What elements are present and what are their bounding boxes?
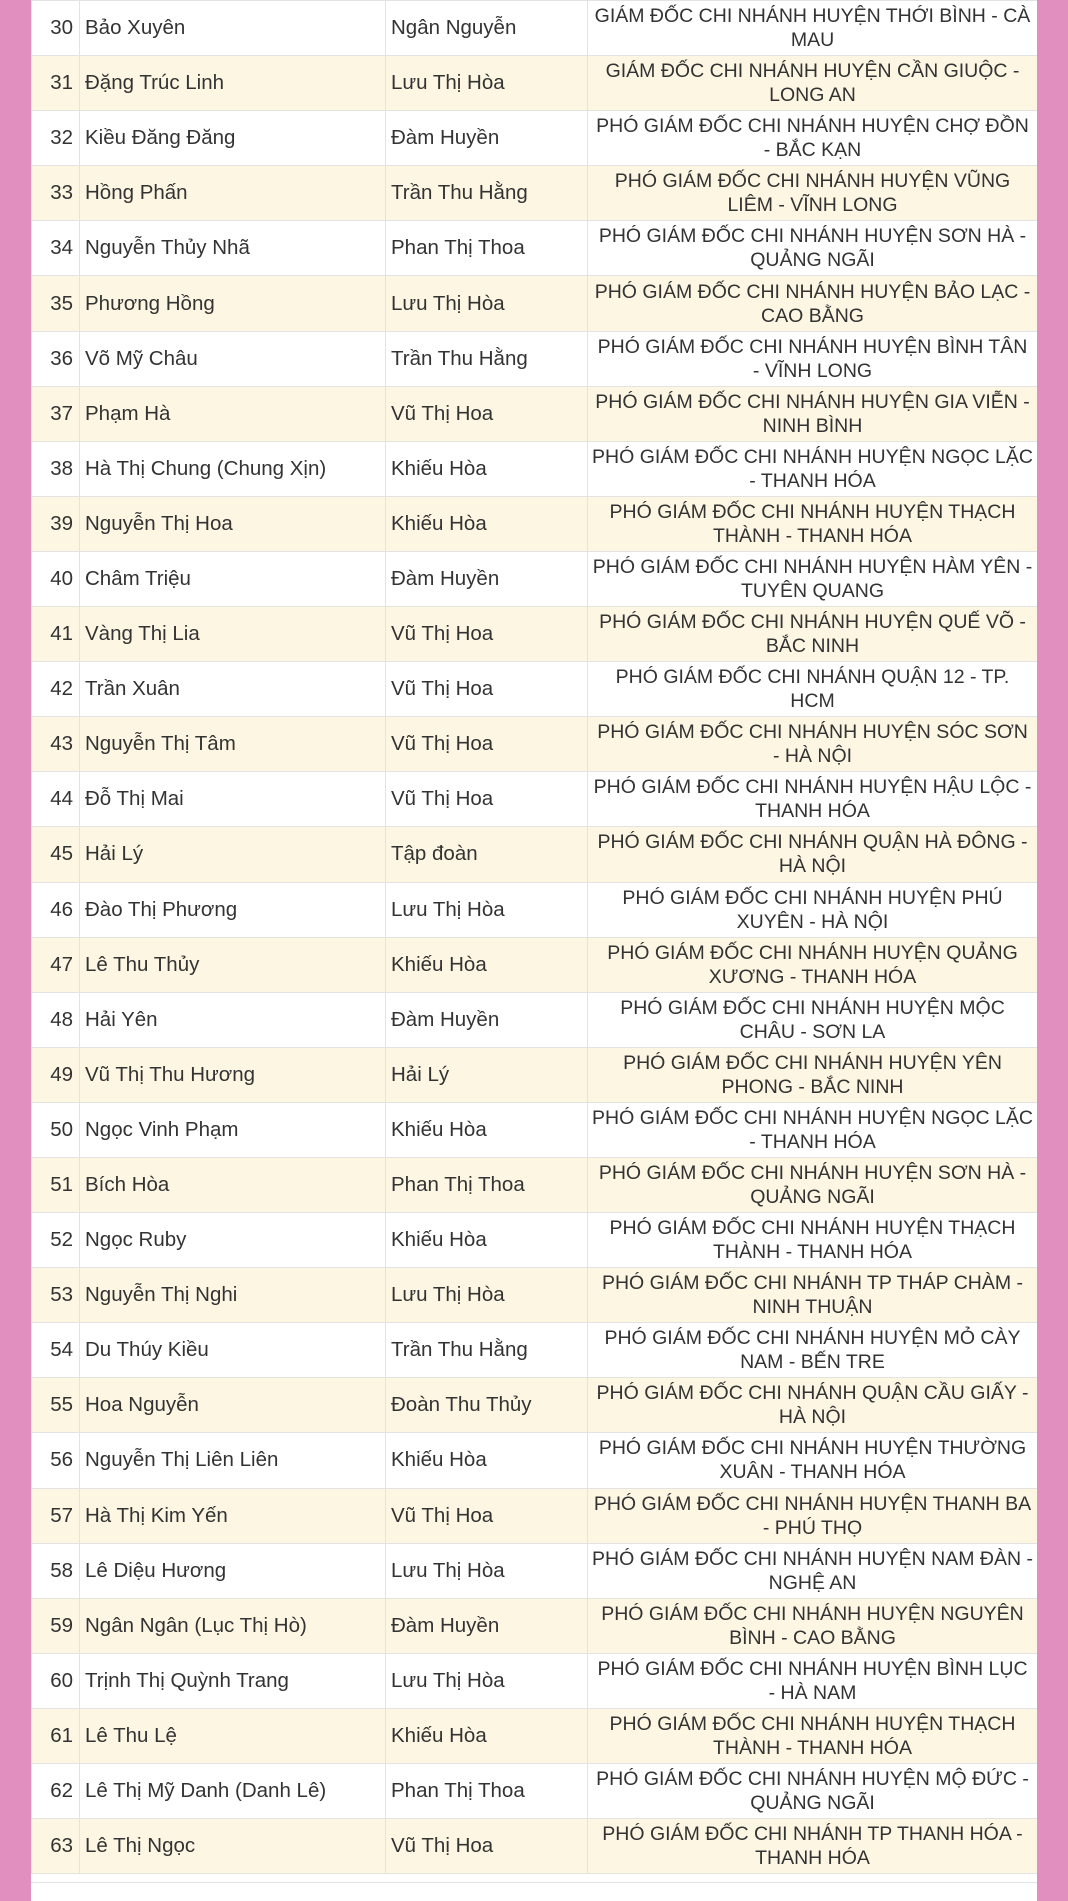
cell-name: Lê Thu Thủy — [80, 937, 386, 992]
cell-referrer: Đàm Huyền — [386, 992, 588, 1047]
cell-position: PHÓ GIÁM ĐỐC CHI NHÁNH QUẬN CẦU GIẤY - HÀ NỘI — [588, 1378, 1038, 1433]
table-row — [32, 1543, 1038, 1598]
cell-stt: 36 — [32, 331, 80, 386]
cell-stt: 37 — [32, 386, 80, 441]
table-row — [32, 1, 1038, 56]
cell-name: Đào Thị Phương — [80, 882, 386, 937]
cell-position: PHÓ GIÁM ĐỐC CHI NHÁNH HUYỆN QUẢNG XƯƠNG - THANH HÓA — [588, 937, 1038, 992]
cell-position: PHÓ GIÁM ĐỐC CHI NHÁNH HUYỆN CHỢ ĐỒN - BẮC KẠN — [588, 111, 1038, 166]
cell-stt: 63 — [32, 1819, 80, 1874]
cell-stt: 58 — [32, 1543, 80, 1598]
cell-position: PHÓ GIÁM ĐỐC CHI NHÁNH TP THÁP CHÀM - NINH THUẬN — [588, 1268, 1038, 1323]
cell-name: Du Thúy Kiều — [80, 1323, 386, 1378]
cell-name: Hồng Phấn — [80, 166, 386, 221]
cell-stt: 44 — [32, 772, 80, 827]
cell-referrer: Vũ Thị Hoa — [386, 1819, 588, 1874]
cell-position: PHÓ GIÁM ĐỐC CHI NHÁNH HUYỆN THẠCH THÀNH - THANH HÓA — [588, 1213, 1038, 1268]
table-row — [32, 827, 1038, 882]
cell-referrer: Khiếu Hòa — [386, 441, 588, 496]
cell-referrer: Lưu Thị Hòa — [386, 276, 588, 331]
cell-referrer: Khiếu Hòa — [386, 1433, 588, 1488]
table-row — [32, 331, 1038, 386]
cell-position: PHÓ GIÁM ĐỐC CHI NHÁNH TP THANH HÓA - THANH HÓA — [588, 1819, 1038, 1874]
cell-referrer: Lưu Thị Hòa — [386, 1653, 588, 1708]
cell-referrer: Khiếu Hòa — [386, 1213, 588, 1268]
cell-position: PHÓ GIÁM ĐỐC CHI NHÁNH HUYỆN VŨNG LIÊM - VĨNH LONG — [588, 166, 1038, 221]
cell-position: PHÓ GIÁM ĐỐC CHI NHÁNH HUYỆN SƠN HÀ - QUẢNG NGÃI — [588, 221, 1038, 276]
cell-name: Hà Thị Kim Yến — [80, 1488, 386, 1543]
table-row — [32, 1047, 1038, 1102]
cell-referrer: Vũ Thị Hoa — [386, 717, 588, 772]
cell-name: Lê Diệu Hương — [80, 1543, 386, 1598]
cell-name: Phạm Hà — [80, 386, 386, 441]
cell-stt: 42 — [32, 662, 80, 717]
cell-referrer: Vũ Thị Hoa — [386, 1488, 588, 1543]
cell-referrer: Lưu Thị Hòa — [386, 882, 588, 937]
cell-stt: 60 — [32, 1653, 80, 1708]
cell-name: Ngân Ngân (Lục Thị Hò) — [80, 1598, 386, 1653]
cell-position: PHÓ GIÁM ĐỐC CHI NHÁNH HUYỆN THẠCH THÀNH - THANH HÓA — [588, 1708, 1038, 1763]
cell-referrer: Vũ Thị Hoa — [386, 607, 588, 662]
cell-stt: 54 — [32, 1323, 80, 1378]
cell-referrer: Ngân Nguyễn — [386, 1, 588, 56]
cell-name: Nguyễn Thị Hoa — [80, 496, 386, 551]
cell-name: Vàng Thị Lia — [80, 607, 386, 662]
cell-referrer: Tập đoàn — [386, 827, 588, 882]
cell-position: GIÁM ĐỐC CHI NHÁNH HUYỆN THỚI BÌNH - CÀ MAU — [588, 1, 1038, 56]
cell-name: Ngọc Vinh Phạm — [80, 1102, 386, 1157]
cell-stt: 39 — [32, 496, 80, 551]
table-row — [32, 276, 1038, 331]
cell-stt: 46 — [32, 882, 80, 937]
table-row — [32, 772, 1038, 827]
cell-stt: 41 — [32, 607, 80, 662]
table-row — [32, 496, 1038, 551]
cell-stt: 57 — [32, 1488, 80, 1543]
cell-name: Phương Hồng — [80, 276, 386, 331]
cell-referrer: Lưu Thị Hòa — [386, 1543, 588, 1598]
cell-position: PHÓ GIÁM ĐỐC CHI NHÁNH QUẬN HÀ ĐÔNG - HÀ NỘI — [588, 827, 1038, 882]
cell-position: PHÓ GIÁM ĐỐC CHI NHÁNH HUYỆN SƠN HÀ - QUẢNG NGÃI — [588, 1157, 1038, 1212]
cell-referrer: Phan Thị Thoa — [386, 1764, 588, 1819]
cell-position: PHÓ GIÁM ĐỐC CHI NHÁNH HUYỆN NGỌC LẶC - THANH HÓA — [588, 1102, 1038, 1157]
cell-stt: 30 — [32, 1, 80, 56]
cell-name: Bích Hòa — [80, 1157, 386, 1212]
cell-position: PHÓ GIÁM ĐỐC CHI NHÁNH HUYỆN BẢO LẠC - CAO BẰNG — [588, 276, 1038, 331]
table-row — [32, 607, 1038, 662]
cell-stt: 52 — [32, 1213, 80, 1268]
cell-stt: 34 — [32, 221, 80, 276]
table-row — [32, 1268, 1038, 1323]
cell-position: PHÓ GIÁM ĐỐC CHI NHÁNH HUYỆN HÀM YÊN - TUYÊN QUANG — [588, 551, 1038, 606]
cell-name: Đặng Trúc Linh — [80, 56, 386, 111]
cell-referrer: Đàm Huyền — [386, 551, 588, 606]
cell-stt: 35 — [32, 276, 80, 331]
cell-referrer: Lưu Thị Hòa — [386, 1268, 588, 1323]
cell-stt: 40 — [32, 551, 80, 606]
cell-referrer: Đoàn Thu Thủy — [386, 1378, 588, 1433]
cell-name: Trịnh Thị Quỳnh Trang — [80, 1653, 386, 1708]
cell-referrer: Trần Thu Hằng — [386, 331, 588, 386]
table-row — [32, 1819, 1038, 1874]
table-row — [32, 551, 1038, 606]
cell-name: Nguyễn Thị Nghi — [80, 1268, 386, 1323]
cell-referrer: Hải Lý — [386, 1047, 588, 1102]
cell-stt: 55 — [32, 1378, 80, 1433]
cell-name: Hải Lý — [80, 827, 386, 882]
cell-name: Nguyễn Thị Liên Liên — [80, 1433, 386, 1488]
cell-referrer: Vũ Thị Hoa — [386, 662, 588, 717]
cell-name: Hà Thị Chung (Chung Xịn) — [80, 441, 386, 496]
cell-referrer: Phan Thị Thoa — [386, 221, 588, 276]
cell-position: PHÓ GIÁM ĐỐC CHI NHÁNH HUYỆN NGUYÊN BÌNH - CAO BẰNG — [588, 1598, 1038, 1653]
cell-stt: 50 — [32, 1102, 80, 1157]
cell-name: Đỗ Thị Mai — [80, 772, 386, 827]
table-row — [32, 386, 1038, 441]
cell-referrer: Khiếu Hòa — [386, 1102, 588, 1157]
cell-stt: 51 — [32, 1157, 80, 1212]
table-row — [32, 1764, 1038, 1819]
cell-stt: 62 — [32, 1764, 80, 1819]
cell-referrer: Khiếu Hòa — [386, 1708, 588, 1763]
table-row — [32, 992, 1038, 1047]
cell-stt: 61 — [32, 1708, 80, 1763]
cell-position: PHÓ GIÁM ĐỐC CHI NHÁNH HUYỆN MỘC CHÂU - SƠN LA — [588, 992, 1038, 1047]
cell-name: Vũ Thị Thu Hương — [80, 1047, 386, 1102]
table-row — [32, 1653, 1038, 1708]
cell-referrer: Trần Thu Hằng — [386, 1323, 588, 1378]
table-row — [32, 717, 1038, 772]
table-body — [32, 1, 1038, 1874]
cell-referrer: Khiếu Hòa — [386, 496, 588, 551]
cell-name: Châm Triệu — [80, 551, 386, 606]
table-row — [32, 221, 1038, 276]
cell-name: Nguyễn Thủy Nhã — [80, 221, 386, 276]
cell-stt: 38 — [32, 441, 80, 496]
cell-position: PHÓ GIÁM ĐỐC CHI NHÁNH HUYỆN PHÚ XUYÊN - HÀ NỘI — [588, 882, 1038, 937]
member-table — [31, 0, 1037, 1874]
table-row — [32, 937, 1038, 992]
cell-position: PHÓ GIÁM ĐỐC CHI NHÁNH HUYỆN MỘ ĐỨC - QUẢNG NGÃI — [588, 1764, 1038, 1819]
table-row — [32, 882, 1038, 937]
cell-position: PHÓ GIÁM ĐỐC CHI NHÁNH HUYỆN THANH BA - PHÚ THỌ — [588, 1488, 1038, 1543]
cell-referrer: Phan Thị Thoa — [386, 1157, 588, 1212]
cell-stt: 45 — [32, 827, 80, 882]
cell-stt: 53 — [32, 1268, 80, 1323]
table-row — [32, 1213, 1038, 1268]
cell-referrer: Khiếu Hòa — [386, 937, 588, 992]
cell-stt: 48 — [32, 992, 80, 1047]
table-row — [32, 1102, 1038, 1157]
cell-name: Hoa Nguyễn — [80, 1378, 386, 1433]
cell-position: PHÓ GIÁM ĐỐC CHI NHÁNH HUYỆN MỎ CÀY NAM - BẾN TRE — [588, 1323, 1038, 1378]
table-row — [32, 56, 1038, 111]
cell-name: Võ Mỹ Châu — [80, 331, 386, 386]
table-bottom-edge — [31, 1882, 1037, 1901]
cell-name: Hải Yên — [80, 992, 386, 1047]
cell-position: PHÓ GIÁM ĐỐC CHI NHÁNH HUYỆN HẬU LỘC - THANH HÓA — [588, 772, 1038, 827]
cell-name: Lê Thu Lệ — [80, 1708, 386, 1763]
cell-stt: 43 — [32, 717, 80, 772]
cell-name: Lê Thị Mỹ Danh (Danh Lê) — [80, 1764, 386, 1819]
table-row — [32, 1598, 1038, 1653]
cell-referrer: Trần Thu Hằng — [386, 166, 588, 221]
table-row — [32, 1708, 1038, 1763]
cell-stt: 47 — [32, 937, 80, 992]
table-row — [32, 111, 1038, 166]
cell-position: PHÓ GIÁM ĐỐC CHI NHÁNH HUYỆN GIA VIỄN - NINH BÌNH — [588, 386, 1038, 441]
cell-referrer: Lưu Thị Hòa — [386, 56, 588, 111]
cell-position: PHÓ GIÁM ĐỐC CHI NHÁNH HUYỆN QUẾ VÕ - BẮC NINH — [588, 607, 1038, 662]
table-row — [32, 166, 1038, 221]
cell-name: Trần Xuân — [80, 662, 386, 717]
cell-position: PHÓ GIÁM ĐỐC CHI NHÁNH HUYỆN NAM ĐÀN - NGHỆ AN — [588, 1543, 1038, 1598]
cell-position: PHÓ GIÁM ĐỐC CHI NHÁNH HUYỆN BÌNH TÂN - VĨNH LONG — [588, 331, 1038, 386]
cell-position: PHÓ GIÁM ĐỐC CHI NHÁNH HUYỆN THẠCH THÀNH - THANH HÓA — [588, 496, 1038, 551]
cell-name: Lê Thị Ngọc — [80, 1819, 386, 1874]
cell-referrer: Vũ Thị Hoa — [386, 772, 588, 827]
table-row — [32, 441, 1038, 496]
cell-position: PHÓ GIÁM ĐỐC CHI NHÁNH HUYỆN BÌNH LỤC - HÀ NAM — [588, 1653, 1038, 1708]
cell-position: PHÓ GIÁM ĐỐC CHI NHÁNH QUẬN 12 - TP. HCM — [588, 662, 1038, 717]
cell-stt: 31 — [32, 56, 80, 111]
table-row — [32, 1378, 1038, 1433]
cell-referrer: Vũ Thị Hoa — [386, 386, 588, 441]
cell-name: Nguyễn Thị Tâm — [80, 717, 386, 772]
table-row — [32, 662, 1038, 717]
cell-stt: 32 — [32, 111, 80, 166]
cell-name: Kiều Đăng Đăng — [80, 111, 386, 166]
table-row — [32, 1323, 1038, 1378]
cell-name: Ngọc Ruby — [80, 1213, 386, 1268]
cell-name: Bảo Xuyên — [80, 1, 386, 56]
table-row — [32, 1488, 1038, 1543]
cell-stt: 49 — [32, 1047, 80, 1102]
table-container — [31, 0, 1037, 1900]
cell-position: GIÁM ĐỐC CHI NHÁNH HUYỆN CẦN GIUỘC - LONG AN — [588, 56, 1038, 111]
table-row — [32, 1433, 1038, 1488]
cell-stt: 33 — [32, 166, 80, 221]
table-row — [32, 1157, 1038, 1212]
cell-position: PHÓ GIÁM ĐỐC CHI NHÁNH HUYỆN SÓC SƠN - HÀ NỘI — [588, 717, 1038, 772]
cell-referrer: Đàm Huyền — [386, 1598, 588, 1653]
cell-referrer: Đàm Huyền — [386, 111, 588, 166]
cell-position: PHÓ GIÁM ĐỐC CHI NHÁNH HUYỆN NGỌC LẶC - THANH HÓA — [588, 441, 1038, 496]
cell-stt: 59 — [32, 1598, 80, 1653]
cell-position: PHÓ GIÁM ĐỐC CHI NHÁNH HUYỆN YÊN PHONG - BẮC NINH — [588, 1047, 1038, 1102]
cell-stt: 56 — [32, 1433, 80, 1488]
cell-position: PHÓ GIÁM ĐỐC CHI NHÁNH HUYỆN THƯỜNG XUÂN - THANH HÓA — [588, 1433, 1038, 1488]
